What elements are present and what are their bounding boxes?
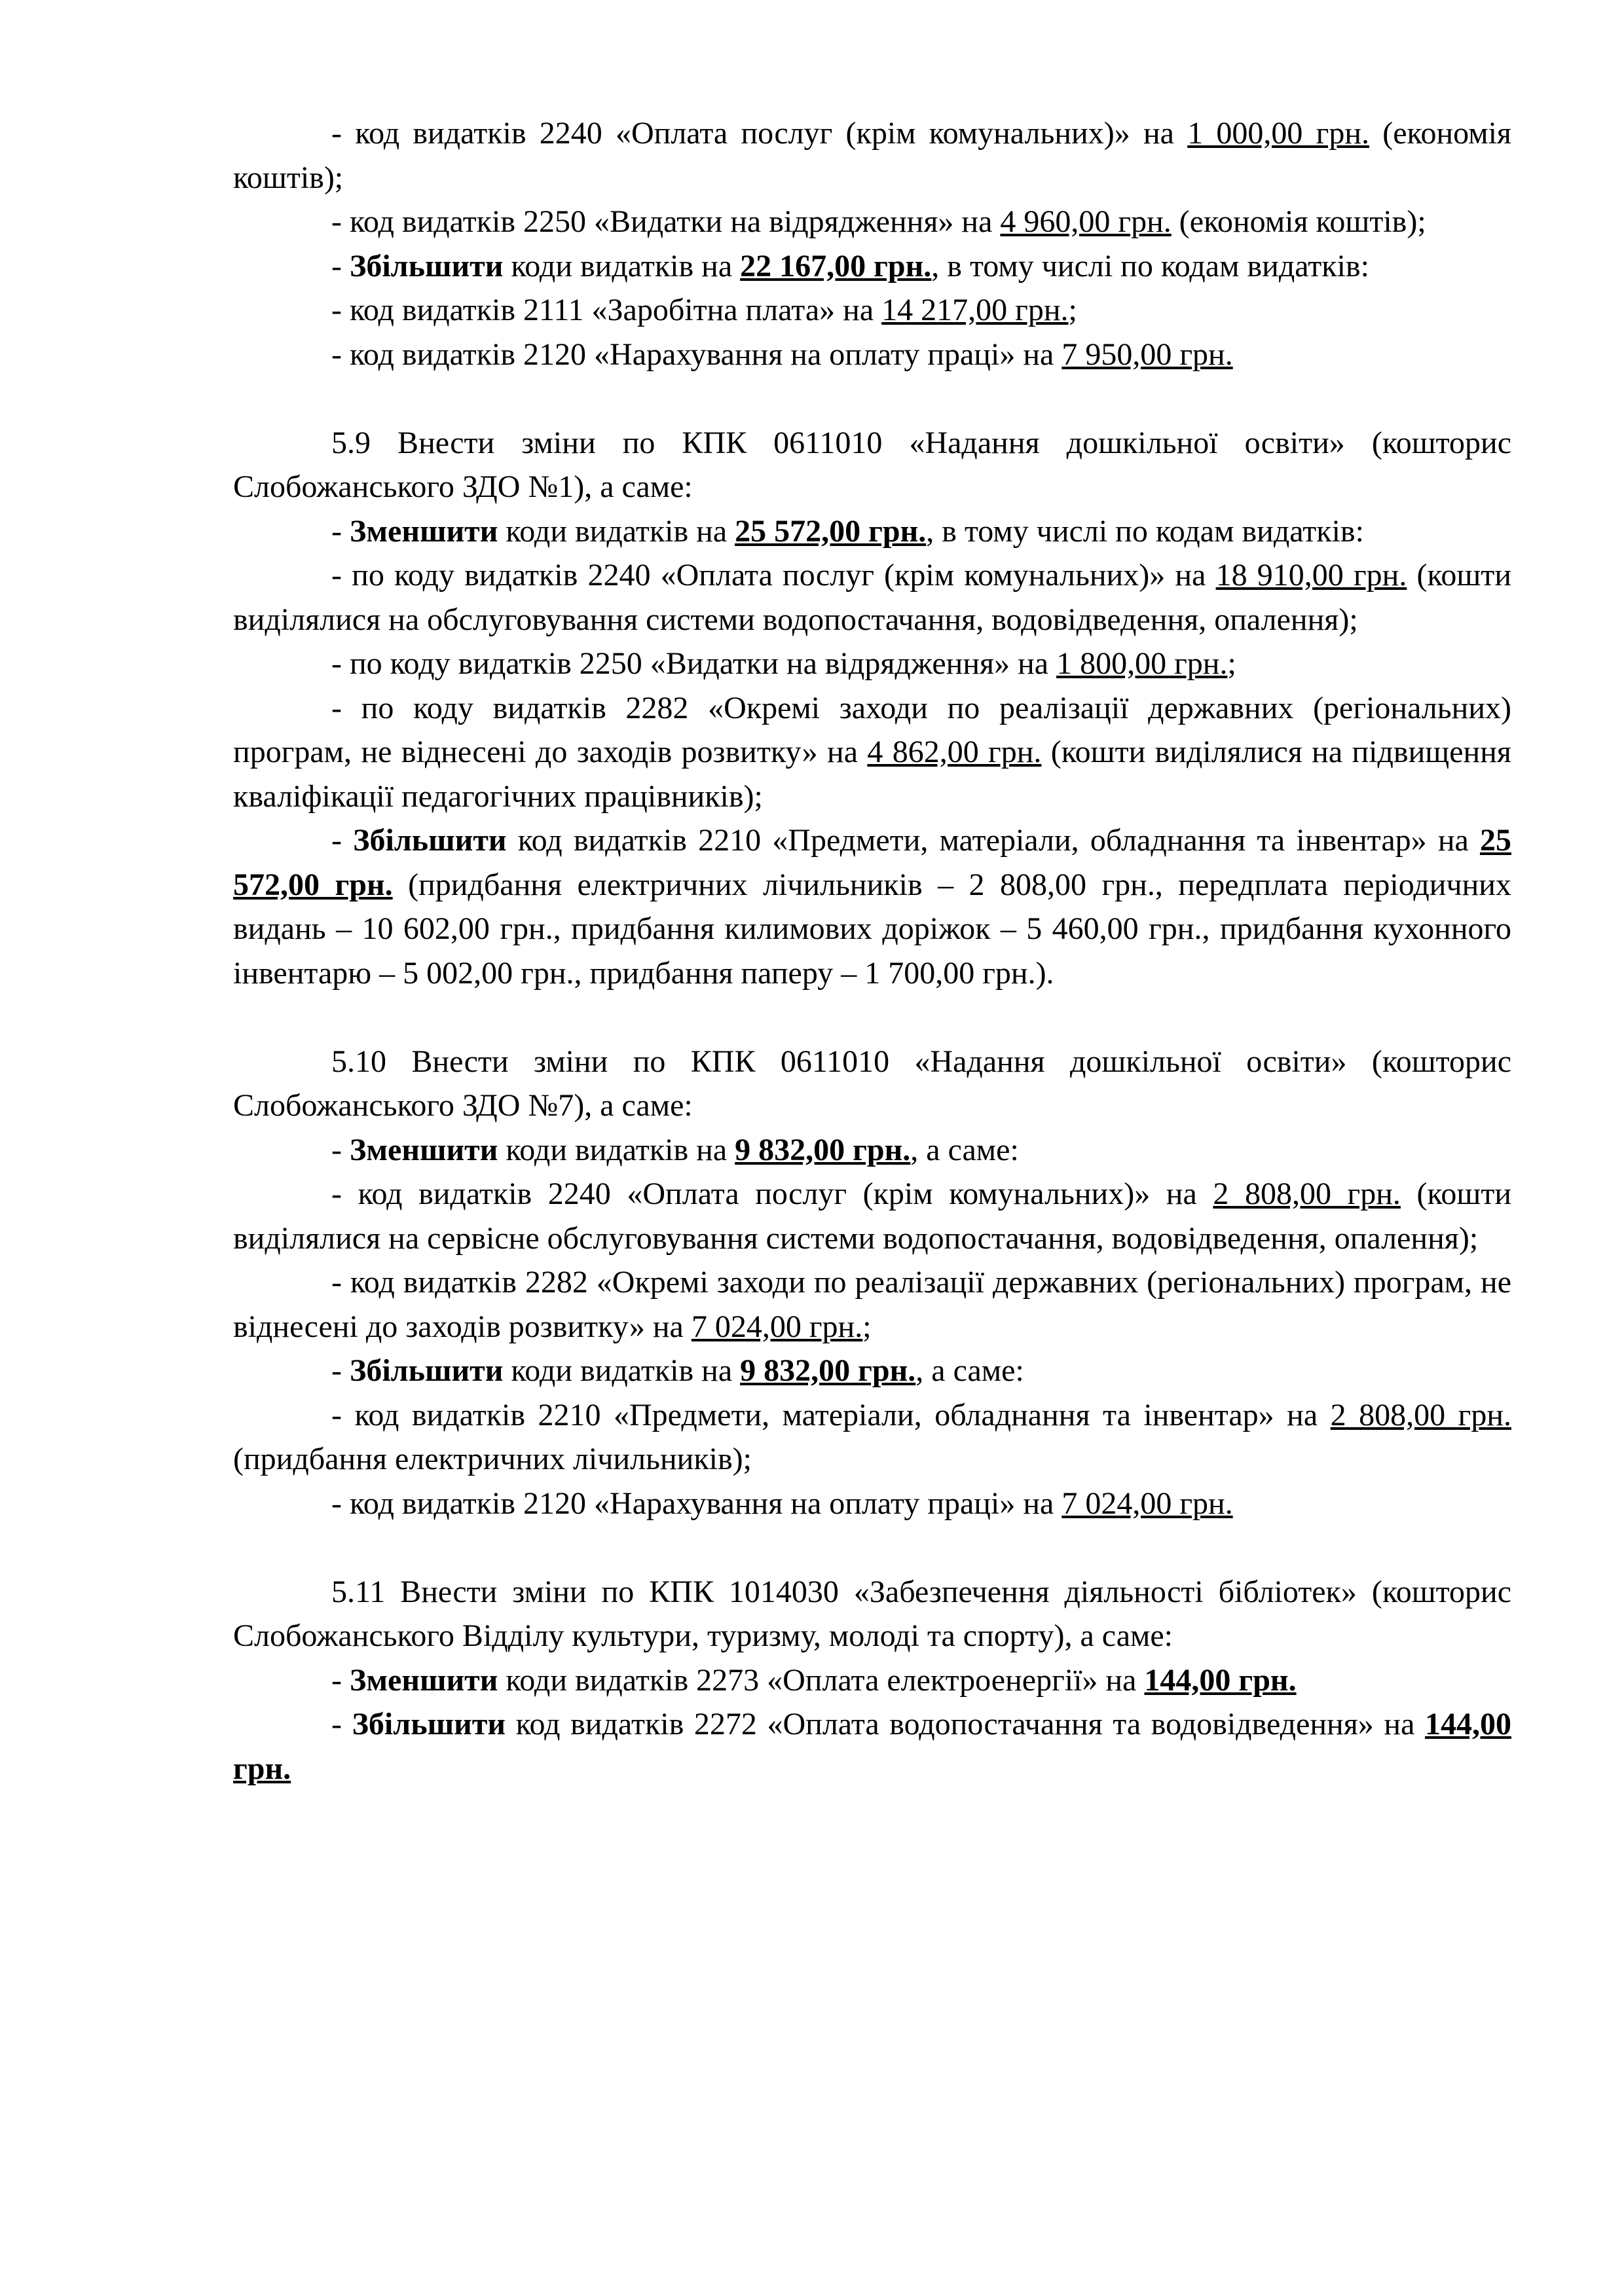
- paragraph: [233, 244, 1511, 289]
- paragraph-text: коди видатків на: [498, 513, 735, 549]
- paragraph-text: - по коду видатків 2250 «Видатки на відрядження» на: [331, 646, 1057, 681]
- emphasis-text: Зменшити: [349, 1132, 498, 1167]
- paragraph-text: , в тому числі по кодам видатків:: [931, 248, 1369, 283]
- total-amount: 144,00 грн.: [233, 1707, 1511, 1786]
- paragraph-text: - код видатків 2120 «Нарахування на оплату праці» на: [331, 337, 1062, 372]
- paragraph-text: код видатків 2210 «Предмети, матеріали, обладнання та інвентар» на: [506, 823, 1480, 858]
- paragraph-text: , в тому числі по кодам видатків:: [926, 513, 1364, 549]
- total-amount: 25 572,00 грн.: [735, 513, 927, 549]
- paragraph-text: коди видатків на: [503, 1353, 741, 1388]
- paragraph: [233, 421, 1511, 509]
- paragraph-text: код видатків 2272 «Оплата водопостачання та водовідведення» на: [506, 1707, 1425, 1741]
- emphasis-text: Зменшити: [349, 513, 498, 549]
- paragraph: [233, 686, 1511, 819]
- amount: 1 800,00 грн.: [1056, 646, 1228, 681]
- paragraph: [233, 111, 1511, 200]
- paragraph: [233, 1702, 1511, 1791]
- paragraph-text: -: [331, 248, 350, 283]
- total-amount: 22 167,00 грн.: [740, 248, 932, 283]
- paragraph: [233, 200, 1511, 244]
- paragraph: [233, 1172, 1511, 1260]
- paragraph-text: -: [331, 1353, 350, 1388]
- paragraph: [233, 509, 1511, 554]
- paragraph-text: , а саме:: [915, 1353, 1024, 1388]
- document-page: [233, 111, 1511, 1791]
- paragraph: [233, 1128, 1511, 1173]
- total-amount: 9 832,00 грн.: [735, 1132, 911, 1167]
- paragraph: [233, 1260, 1511, 1349]
- amount: 18 910,00 грн.: [1215, 558, 1407, 592]
- total-amount: 9 832,00 грн.: [740, 1353, 916, 1388]
- paragraph-text: ;: [1227, 646, 1236, 681]
- paragraph-text: - код видатків 2240 «Оплата послуг (крім комунальних)» на: [331, 116, 1188, 151]
- paragraph-text: - код видатків 2120 «Нарахування на оплату праці» на: [331, 1485, 1062, 1521]
- paragraph-text: коди видатків 2273 «Оплата електроенергії» на: [498, 1662, 1145, 1698]
- paragraph-text: -: [331, 1132, 350, 1167]
- paragraph-text: 5.10 Внести зміни по КПК 0611010 «Надання дошкільної освіти» (кошторис Слобожанського ЗДО №7), а саме:: [233, 1044, 1511, 1123]
- paragraph-text: (придбання електричних лічильників);: [233, 1442, 752, 1476]
- amount: 7 024,00 грн.: [691, 1309, 863, 1344]
- paragraph: [233, 1482, 1511, 1526]
- paragraph-text: - по коду видатків 2282 «Окремі заходи по реалізації державних (регіональних) програм, не віднесені до заходів розвитку» на: [233, 690, 1511, 769]
- amount: 4 960,00 грн.: [1000, 204, 1172, 239]
- emphasis-text: Збільшити: [352, 1707, 506, 1741]
- paragraph-text: (кошти виділялися на підвищення кваліфікації педагогічних працівників);: [233, 735, 1512, 814]
- paragraph: [233, 333, 1511, 377]
- paragraph: [233, 642, 1511, 686]
- amount: 7 950,00 грн.: [1061, 337, 1233, 372]
- paragraph-text: - код видатків 2210 «Предмети, матеріали, обладнання та інвентар» на: [331, 1397, 1331, 1432]
- paragraph-text: (придбання електричних лічильників – 2 808,00 грн., передплата періодичних видань – 10 602,00 грн., придбання килимових доріжок – 5 460,00 грн., придбання кухонного інвентарю – 5 002,00 грн., придбання паперу – 1 700,00 грн.).: [233, 867, 1511, 991]
- paragraph-text: - по коду видатків 2240 «Оплата послуг (крім комунальних)» на: [331, 558, 1216, 592]
- emphasis-text: Збільшити: [353, 823, 507, 858]
- paragraph: [233, 1349, 1511, 1393]
- paragraph-text: -: [331, 1662, 350, 1698]
- paragraph-text: ;: [1068, 293, 1077, 327]
- paragraph-text: (кошти виділялися на сервісне обслуговування системи водопостачання, водовідведення, опалення);: [233, 1176, 1512, 1256]
- paragraph-text: - код видатків 2282 «Окремі заходи по реалізації державних (регіональних) програм, не віднесені до заходів розвитку» на: [233, 1265, 1511, 1344]
- paragraph-text: (кошти виділялися на обслуговування системи водопостачання, водовідведення, опалення);: [233, 558, 1512, 637]
- paragraph: [233, 818, 1511, 995]
- paragraph: [233, 1658, 1511, 1703]
- amount: 4 862,00 грн.: [867, 735, 1042, 769]
- emphasis-text: Зменшити: [349, 1662, 498, 1698]
- paragraph-text: 5.9 Внести зміни по КПК 0611010 «Надання дошкільної освіти» (кошторис Слобожанського ЗДО №1), а саме:: [233, 425, 1511, 504]
- total-amount: 144,00 грн.: [1144, 1662, 1297, 1698]
- paragraph: [233, 288, 1511, 333]
- emphasis-text: Збільшити: [349, 248, 504, 283]
- paragraph-text: - код видатків 2111 «Заробітна плата» на: [331, 293, 882, 327]
- paragraph-text: - код видатків 2240 «Оплата послуг (крім комунальних)» на: [331, 1176, 1213, 1211]
- paragraph-text: (економія коштів);: [1171, 204, 1426, 239]
- amount: 2 808,00 грн.: [1213, 1176, 1401, 1211]
- paragraph-text: ;: [862, 1309, 872, 1344]
- amount: 14 217,00 грн.: [881, 293, 1069, 327]
- amount: 1 000,00 грн.: [1187, 116, 1370, 151]
- amount: 7 024,00 грн.: [1061, 1485, 1233, 1521]
- paragraph-text: 5.11 Внести зміни по КПК 1014030 «Забезпечення діяльності бібліотек» (кошторис Слобожанського Відділу культури, туризму, молоді та спорту), а саме:: [233, 1574, 1511, 1653]
- paragraph-text: -: [331, 823, 354, 858]
- total-amount: 25 572,00 грн.: [233, 823, 1511, 902]
- paragraph-text: - код видатків 2250 «Видатки на відрядження» на: [331, 204, 1001, 239]
- paragraph: [233, 553, 1511, 642]
- paragraph-text: -: [331, 1707, 352, 1741]
- paragraph: [233, 1570, 1511, 1658]
- paragraph-text: коди видатків на: [503, 248, 741, 283]
- paragraph: [233, 1393, 1511, 1482]
- paragraph-text: , а саме:: [910, 1132, 1019, 1167]
- paragraph-text: коди видатків на: [498, 1132, 735, 1167]
- paragraph-text: (економія коштів);: [233, 116, 1511, 195]
- amount: 2 808,00 грн.: [1330, 1397, 1511, 1432]
- paragraph-text: -: [331, 513, 350, 549]
- paragraph: [233, 1040, 1511, 1128]
- emphasis-text: Збільшити: [349, 1353, 504, 1388]
